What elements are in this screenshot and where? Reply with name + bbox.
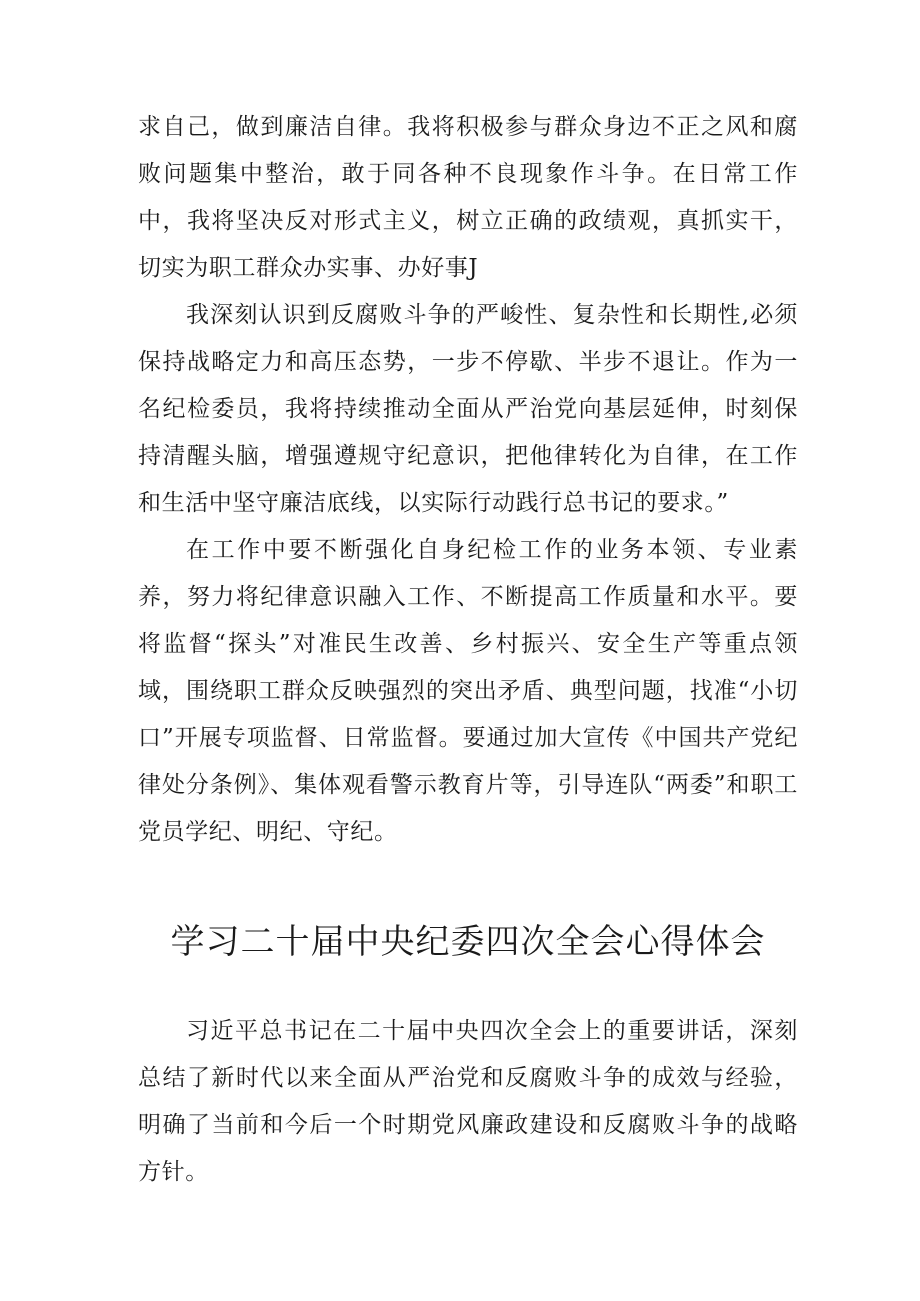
document-body bbox=[138, 104, 798, 1196]
paragraph-continued: 求自己，做到廉洁自律。我将积极参与群众身边不正之风和腐败问题集中整治，敢于同各种不良现象作斗争。在日常工作中，我将坚决反对形式主义，树立正确的政绩观，真抓实干，切实为职工群众办实事、办好事J bbox=[138, 114, 798, 281]
paragraph-work-supervision: 在工作中要不断强化自身纪检工作的业务本领、专业素养，努力将纪律意识融入工作、不断提高工作质量和水平。要将监督“探头”对准民生改善、乡村振兴、安全生产等重点领域，围绕职工群众反映强烈的突出矛盾、典型问题，找准“小切口”开展专项监督、日常监督。要通过加大宣传《中国共产党纪律处分条例》、集体观看警示教育片等，引导连队“两委”和职工党员学纪、明纪、守纪。 bbox=[138, 537, 798, 845]
paragraph-anti-corruption: 我深刻认识到反腐败斗争的严峻性、复杂性和长期性,必须保持战略定力和高压态势，一步不停歇、半步不退让。作为一名纪检委员，我将持续推动全面从严治党向基层延伸，时刻保持清醒头脑，增强遵规守纪意识，把他律转化为自律，在工作和生活中坚守廉洁底线，以实际行动践行总书记的要求。” bbox=[138, 302, 798, 516]
paragraph-speech-summary: 习近平总书记在二十届中央四次全会上的重要讲话，深刻总结了新时代以来全面从严治党和反腐败斗争的成效与经验，明确了当前和今后一个时期党风廉政建设和反腐败斗争的战略方针。 bbox=[138, 1018, 798, 1185]
section-title: 学习二十届中央纪委四次全会心得体会 bbox=[170, 922, 766, 962]
